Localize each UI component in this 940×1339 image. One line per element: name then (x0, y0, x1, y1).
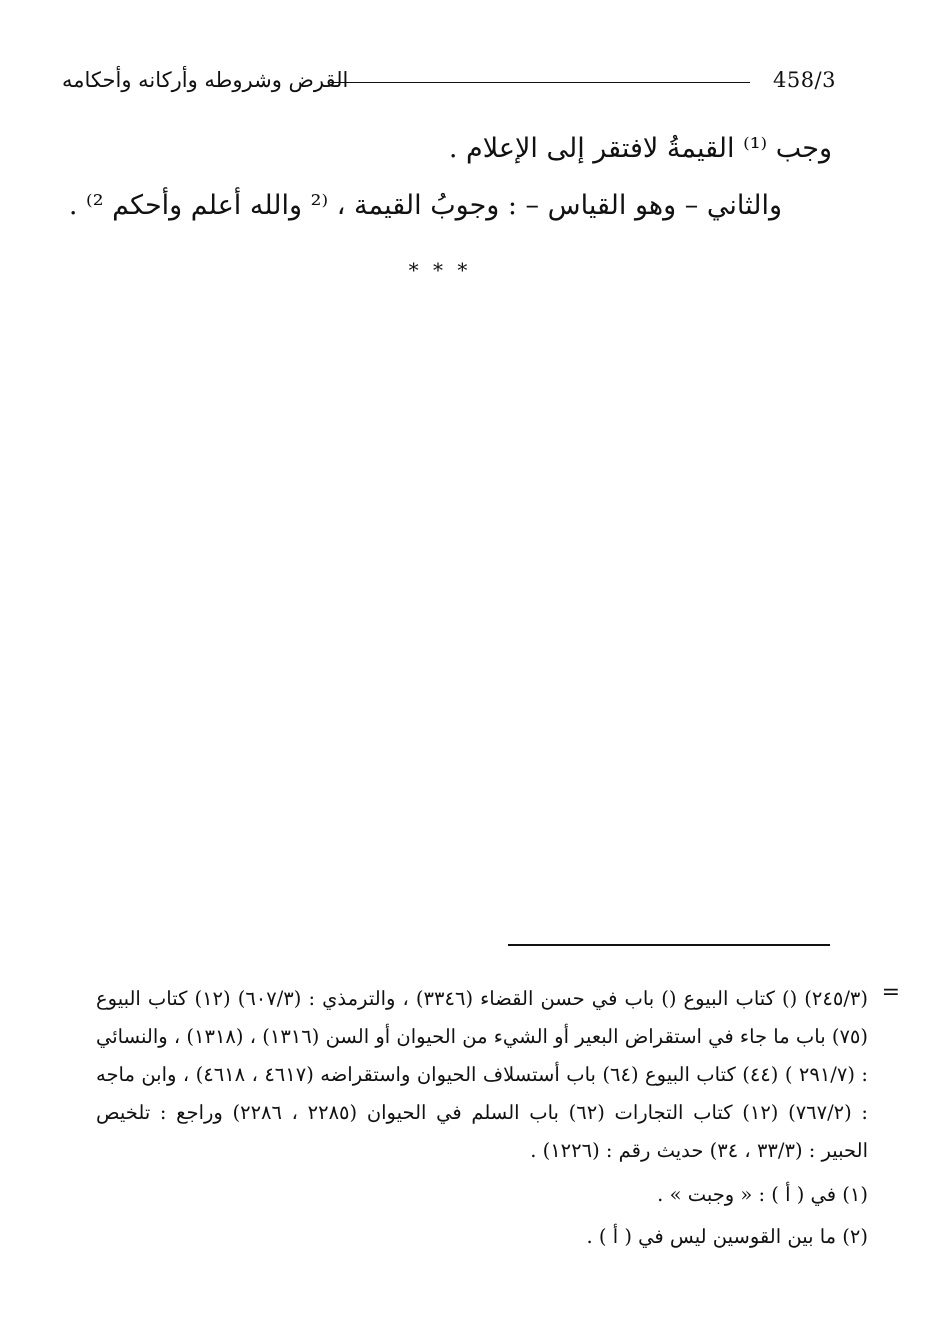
running-header (62, 66, 836, 102)
page-number: 458/3 (772, 68, 836, 92)
running-title: القرض وشروطه وأركانه وأحكامه (62, 68, 349, 92)
body-line-2: والثاني – وهو القياس – : وجوبُ القيمة ، ⁽² والله أعلم وأحكم ²⁾ . (68, 190, 782, 221)
footnote-2: (٢) ما بين القوسين ليس في ( أ ) . (586, 1225, 868, 1248)
continuation-marker: = (881, 980, 900, 1005)
footnotes (96, 980, 900, 1254)
footnote-1: (١) في ( أ ) : « وجبت » . (657, 1183, 868, 1206)
body-line-1: وجب ⁽¹⁾ القيمةُ لافتقر إلى الإعلام . (448, 133, 832, 164)
section-separator: * * * (408, 258, 472, 282)
footnote-rule (508, 944, 830, 946)
header-rule (330, 82, 750, 83)
footnote-continuation: (٢٤٥/٣) () كتاب البيوع () باب في حسن القضاء (٣٣٤٦) ، والترمذي : (٦٠٧/٣) (١٢) كتاب البيوع (٧٥) باب ما جاء في استقراض البعير أو الشيء من الحيوان أو السن (١٣١٦) ، (١٣١٨) ، والنسائي : (٢٩١/٧ ) (٤٤) كتاب البيوع (٦٤) باب أستسلاف الحيوان واستقراضه (٤٦١٧ ، ٤٦١٨) ، وابن ماجه : (٧٦٧/٢) (١٢) كتاب التجارات (٦٢) باب السلم في الحيوان (٢٢٨٥ ، ٢٢٨٦) وراجع : تلخيص الحبير : (٣٣/٣ ، ٣٤) حديث رقم : (١٢٢٦) . (96, 987, 869, 1162)
